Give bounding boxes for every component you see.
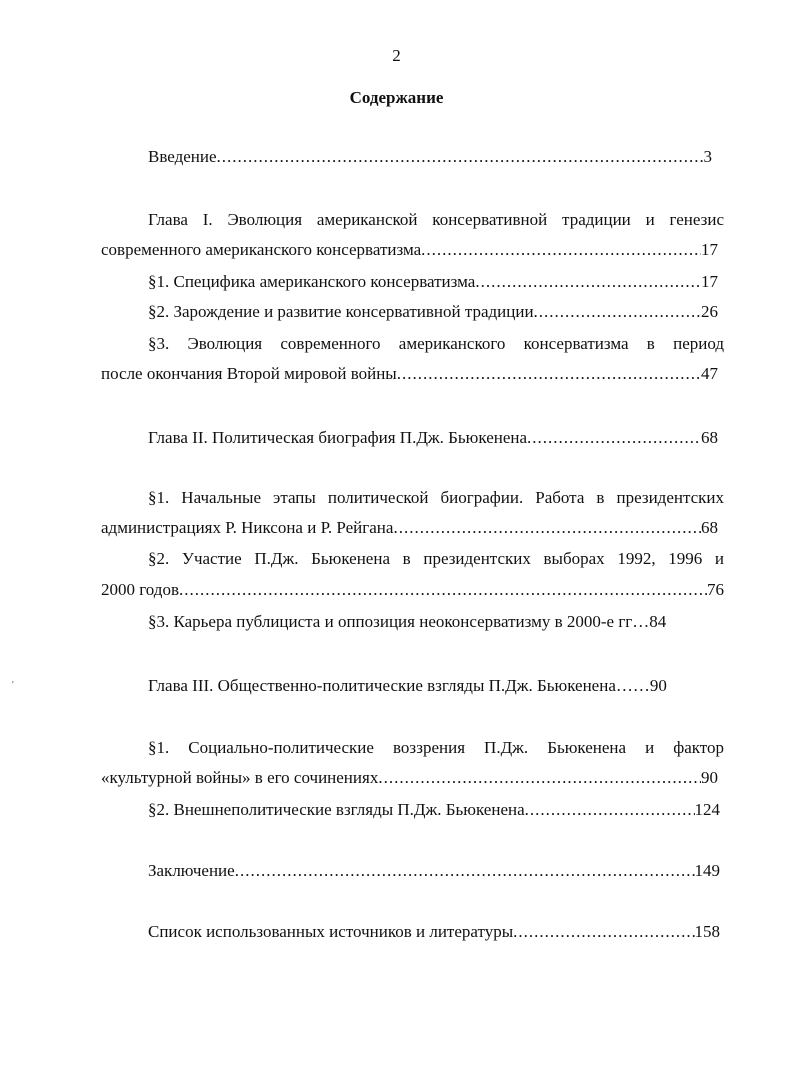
toc-entry-page: 90: [649, 676, 667, 695]
toc-entry-page: 47: [701, 364, 718, 383]
dot-leader: [475, 272, 701, 292]
toc-entry-ch2-sec2-line1: §2. Участие П.Дж. Бьюкенена в президентских выборах 1992, 1996 и: [148, 549, 724, 568]
toc-entry-conclusion: [148, 861, 720, 881]
dot-leader: [397, 364, 701, 384]
toc-entry-page: 158: [694, 922, 720, 941]
page-number: 2: [392, 46, 401, 65]
toc-entry-text: после окончания Второй мировой войны: [101, 364, 397, 383]
toc-entry-ch1-sec2: [148, 302, 718, 322]
toc-entry-page: 124: [694, 800, 720, 819]
toc-entry-introduction: [148, 147, 712, 167]
toc-entry-text: Список использованных источников и литературы: [148, 922, 514, 941]
toc-entry-ch2-sec1-line1: §1. Начальные этапы политической биографии. Работа в президентских: [148, 488, 724, 507]
dot-leader: [217, 147, 704, 167]
toc-entry-page: 26: [701, 302, 718, 321]
toc-entry-chapter-1-line2: [101, 240, 718, 260]
toc-entry-text: 2000 годов: [101, 580, 179, 599]
dot-leader: [378, 768, 701, 788]
toc-entry-ch1-sec1: [148, 272, 718, 292]
toc-entry-text: Глава III. Общественно-политические взгляды П.Дж. Бьюкенена……: [148, 676, 650, 695]
toc-entry-text: современного американского консерватизма: [101, 240, 422, 259]
toc-entry-ch3-sec1-line2: [101, 768, 718, 788]
toc-entry-text: §2. Внешнеполитические взгляды П.Дж. Бьюкенена: [148, 800, 525, 819]
dot-leader: [527, 428, 701, 448]
toc-entry-bibliography: [148, 922, 720, 942]
dot-leader: [525, 800, 695, 820]
toc-entry-text: §2. Зарождение и развитие консервативной традиции: [148, 302, 534, 321]
toc-entry-text: §3. Карьера публициста и оппозиция неоконсерватизму в 2000-е гг…: [148, 612, 650, 631]
toc-entry-page: 68: [701, 428, 718, 447]
toc-entry-text: администрациях Р. Никсона и Р. Рейгана: [101, 518, 394, 537]
toc-entry-ch2-sec3: [148, 612, 666, 632]
toc-entry-page: 84: [649, 612, 667, 631]
toc-entry-page: 76: [707, 580, 724, 599]
toc-entry-page: 90: [701, 768, 718, 787]
toc-entry-chapter-3: [148, 676, 667, 696]
toc-entry-ch3-sec1-line1: §1. Социально-политические воззрения П.Дж. Бьюкенена и фактор: [148, 738, 724, 757]
toc-entry-page: 17: [701, 240, 718, 259]
toc-entry-ch2-sec1-line2: [101, 518, 718, 538]
dot-leader: [235, 861, 695, 881]
toc-entry-text: Глава II. Политическая биография П.Дж. Бьюкенена: [148, 428, 528, 447]
toc-entry-chapter-2: [148, 428, 718, 448]
toc-entry-text: §1. Специфика американского консерватизма: [148, 272, 476, 291]
dot-leader: [179, 580, 707, 600]
dot-leader: [534, 302, 701, 322]
toc-entry-chapter-1-line1: Глава I. Эволюция американской консервативной традиции и генезис: [148, 210, 724, 229]
toc-entry-page: 68: [701, 518, 718, 537]
toc-entry-page: 17: [701, 272, 718, 291]
toc-entry-ch3-sec2: [148, 800, 720, 820]
stray-mark: ': [12, 680, 14, 691]
toc-entry-ch2-sec2-line2: [101, 580, 724, 600]
toc-entry-ch1-sec3-line2: [101, 364, 718, 384]
toc-entry-page: 149: [694, 861, 720, 880]
toc-entry-page: 3: [703, 147, 712, 166]
toc-entry-text: «культурной войны» в его сочинениях: [101, 768, 379, 787]
page-title: Содержание: [349, 88, 444, 107]
toc-entry-text: Заключение: [148, 861, 235, 880]
toc-entry-text: Введение: [148, 147, 217, 166]
dot-leader: [513, 922, 694, 942]
toc-entry-ch1-sec3-line1: §3. Эволюция современного американского консерватизма в период: [148, 334, 724, 353]
dot-leader: [393, 518, 701, 538]
dot-leader: [421, 240, 701, 260]
